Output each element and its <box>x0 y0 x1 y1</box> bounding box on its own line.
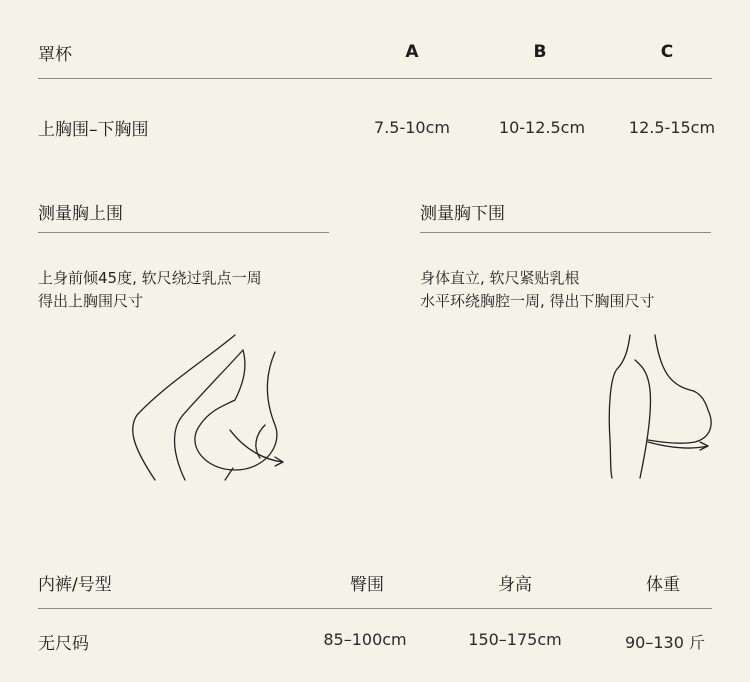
measure-upper-divider <box>38 232 329 233</box>
measure-lower-desc-line2: 水平环绕胸腔一周, 得出下胸围尺寸 <box>420 292 655 310</box>
cup-table-header-label: 罩杯 <box>38 45 72 65</box>
cup-b-value: 10-12.5cm <box>498 118 586 137</box>
cup-table-row-label: 上胸围–下胸围 <box>38 120 149 140</box>
cup-a-header: A <box>405 42 419 62</box>
measure-upper-desc-line2: 得出上胸围尺寸 <box>38 292 144 310</box>
measure-lower-title: 测量胸下围 <box>420 204 505 224</box>
panty-table-header-label: 内裤/号型 <box>38 575 112 595</box>
measure-lower-desc-line1: 身体直立, 软尺紧贴乳根 <box>420 269 580 287</box>
lower-bust-illustration <box>600 330 720 482</box>
measure-lower-desc <box>420 267 655 313</box>
measure-upper-desc-line1: 上身前倾45度, 软尺绕过乳点一周 <box>38 269 262 287</box>
hip-value: 85–100cm <box>323 630 407 649</box>
cup-c-value: 12.5-15cm <box>628 118 716 137</box>
weight-column-header: 体重 <box>646 575 680 595</box>
upper-bust-illustration <box>125 330 295 485</box>
height-value: 150–175cm <box>468 630 562 649</box>
hip-column-header: 臀围 <box>350 575 384 595</box>
measure-upper-desc <box>38 267 262 313</box>
measure-upper-title: 测量胸上围 <box>38 204 123 224</box>
cup-table-divider <box>38 78 712 79</box>
cup-a-value: 7.5-10cm <box>374 118 450 137</box>
weight-value: 90–130 斤 <box>625 633 705 652</box>
cup-c-header: C <box>660 42 674 62</box>
height-column-header: 身高 <box>498 575 532 595</box>
panty-table-row-label: 无尺码 <box>38 634 89 654</box>
panty-table-divider <box>38 608 712 609</box>
measure-lower-divider <box>420 232 711 233</box>
cup-b-header: B <box>533 42 547 62</box>
